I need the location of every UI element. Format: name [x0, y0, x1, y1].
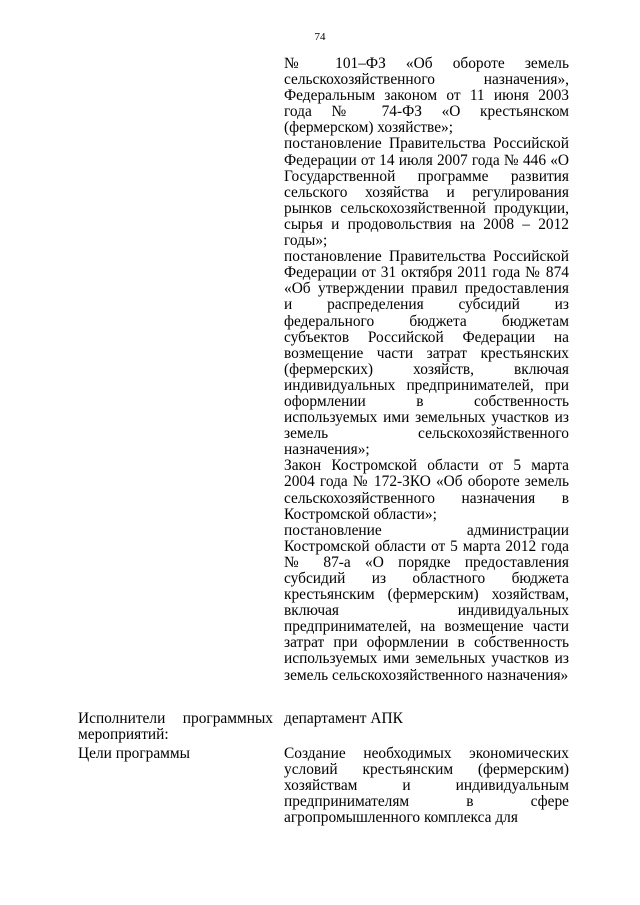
legal-basis-list	[284, 56, 569, 684]
executors-value: департамент АПК	[284, 710, 403, 727]
page-number: 74	[314, 31, 326, 43]
legal-basis-item: постановление Правительства Российской Федерации от 14 июля 2007 года № 446 «О Государственной программе развития сельского хозяйства и регулирования рынков сельскохозяйственной продукции, сырья и продовольствия на 2008 – 2012 годы»;	[284, 135, 569, 250]
legal-basis-item: постановление Правительства Российской Федерации от 31 октября 2011 года № 874 «Об утверждении правил предоставления и распределения субсидий из федерального бюджета бюджетам субъектов Российской Федерации на возмещение части затрат крестьянских (фермерских) хозяйств, включая индивидуальных предпринимателей, при оформлении в собственность используемых ими земельных участков из земель сельскохозяйственного назначения»;	[284, 248, 569, 459]
goals-value: Создание необходимых экономических условий крестьянским (фермерским) хозяйствам и индивидуальным предпринимателям в сфере агропромышленного комплекса для	[284, 745, 569, 827]
legal-basis-item: Закон Костромской области от 5 марта 2004 года № 172-ЗКО «Об обороте земель сельскохозяйственного назначения в Костромской области»;	[284, 457, 569, 523]
legal-basis-item: № 101–ФЗ «Об обороте земель сельскохозяйственного назначения», Федеральным законом от 11 июня 2003 года № 74-ФЗ «О крестьянском (фермерском) хозяйстве»;	[284, 55, 569, 137]
executors-label: Исполнители программных мероприятий:	[78, 710, 273, 744]
goals-label: Цели программы	[78, 745, 190, 762]
legal-basis-item: постановление администрации Костромской области от 5 марта 2012 года № 87-а «О порядке предоставления субсидий из областного бюджета крестьянским (фермерским) хозяйствам, включая индивидуальных предпринимателей, на возмещение части затрат при оформлении в собственность используемых ими земельных участков из земель сельскохозяйственного назначения»	[284, 521, 569, 684]
